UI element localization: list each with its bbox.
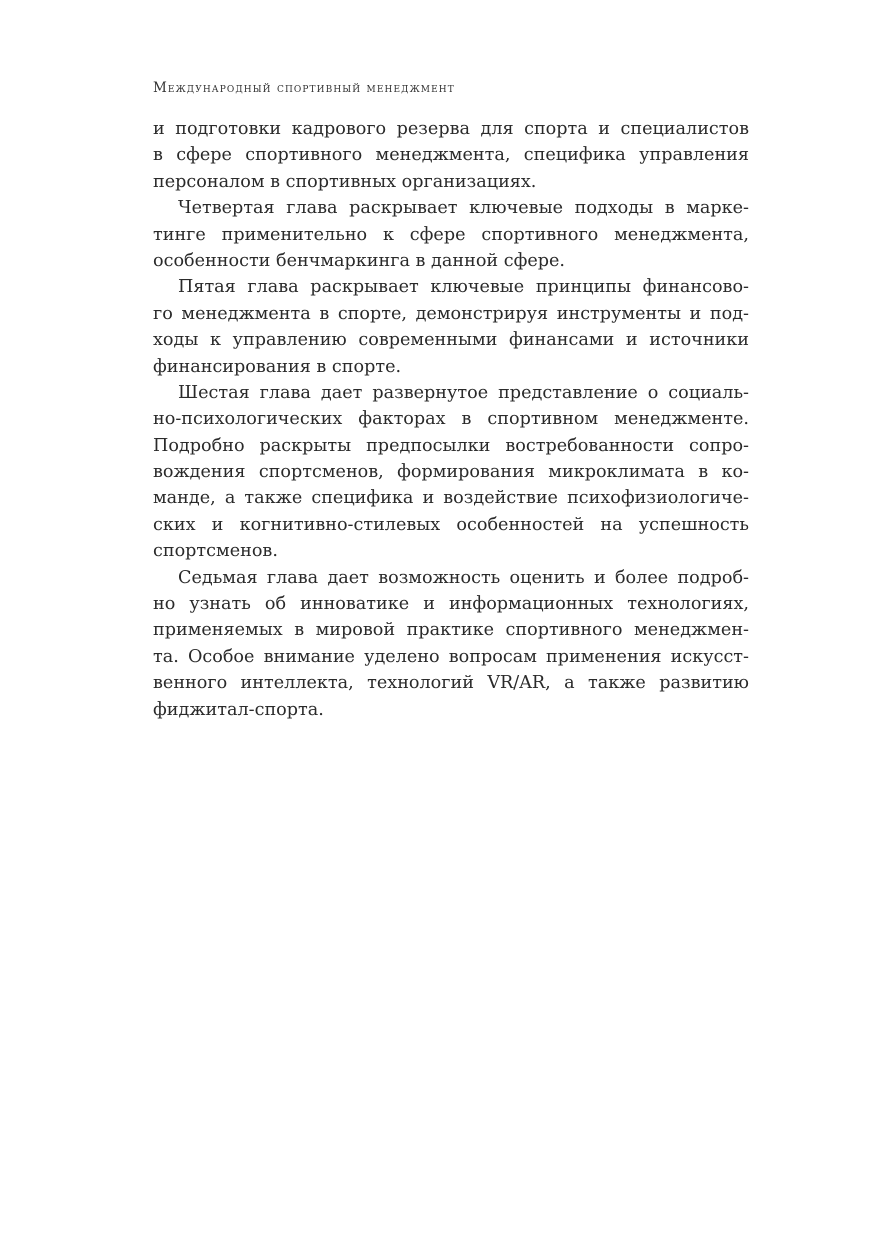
text-line: персоналом в спортивных организациях. bbox=[153, 171, 537, 192]
text-line: вождения спортсменов, формирования микроклимата в ко- bbox=[153, 462, 749, 483]
running-head: Международный спортивный менеджмент bbox=[153, 80, 455, 96]
paragraph-4 bbox=[153, 380, 749, 565]
paragraph-1 bbox=[153, 116, 749, 195]
text-line: венного интеллекта, технологий VR/AR, а также развитию bbox=[153, 673, 749, 694]
text-line: тинге применительно к сфере спортивного менеджмента, bbox=[153, 224, 749, 245]
text-line: но-психологических факторах в спортивном менеджменте. bbox=[153, 409, 749, 430]
text-line: спортсменов. bbox=[153, 541, 278, 562]
text-line: ских и когнитивно-стилевых особенностей на успешность bbox=[153, 514, 749, 535]
paragraph-5 bbox=[153, 565, 749, 723]
text-line: но узнать об инноватике и информационных технологиях, bbox=[153, 594, 749, 615]
text-line: фиджитал-спорта. bbox=[153, 699, 324, 720]
text-line: манде, а также специфика и воздействие психофизиологиче- bbox=[153, 488, 749, 509]
text-line: Четвертая глава раскрывает ключевые подходы в марке- bbox=[178, 198, 749, 219]
text-line: финансирования в спорте. bbox=[153, 356, 402, 377]
text-line: Шестая глава дает развернутое представление о социаль- bbox=[178, 382, 749, 403]
paragraph-2 bbox=[153, 195, 749, 274]
text-line: Пятая глава раскрывает ключевые принципы финансово- bbox=[178, 277, 749, 298]
text-line: Седьмая глава дает возможность оценить и более подроб- bbox=[178, 567, 749, 588]
text-line: го менеджмента в спорте, демонстрируя инструменты и под- bbox=[153, 303, 749, 324]
text-line: ходы к управлению современными финансами и источники bbox=[153, 330, 749, 351]
text-line: и подготовки кадрового резерва для спорта и специалистов bbox=[153, 119, 749, 139]
body-text bbox=[153, 116, 749, 723]
paragraph-3 bbox=[153, 274, 749, 380]
text-line: Подробно раскрыты предпосылки востребованности сопро- bbox=[153, 435, 749, 456]
text-line: применяемых в мировой практике спортивного менеджмен- bbox=[153, 620, 749, 641]
text-line: та. Особое внимание уделено вопросам применения искусст- bbox=[153, 646, 749, 667]
text-line: особенности бенчмаркинга в данной сфере. bbox=[153, 250, 566, 271]
text-line: в сфере спортивного менеджмента, специфика управления bbox=[153, 145, 749, 166]
